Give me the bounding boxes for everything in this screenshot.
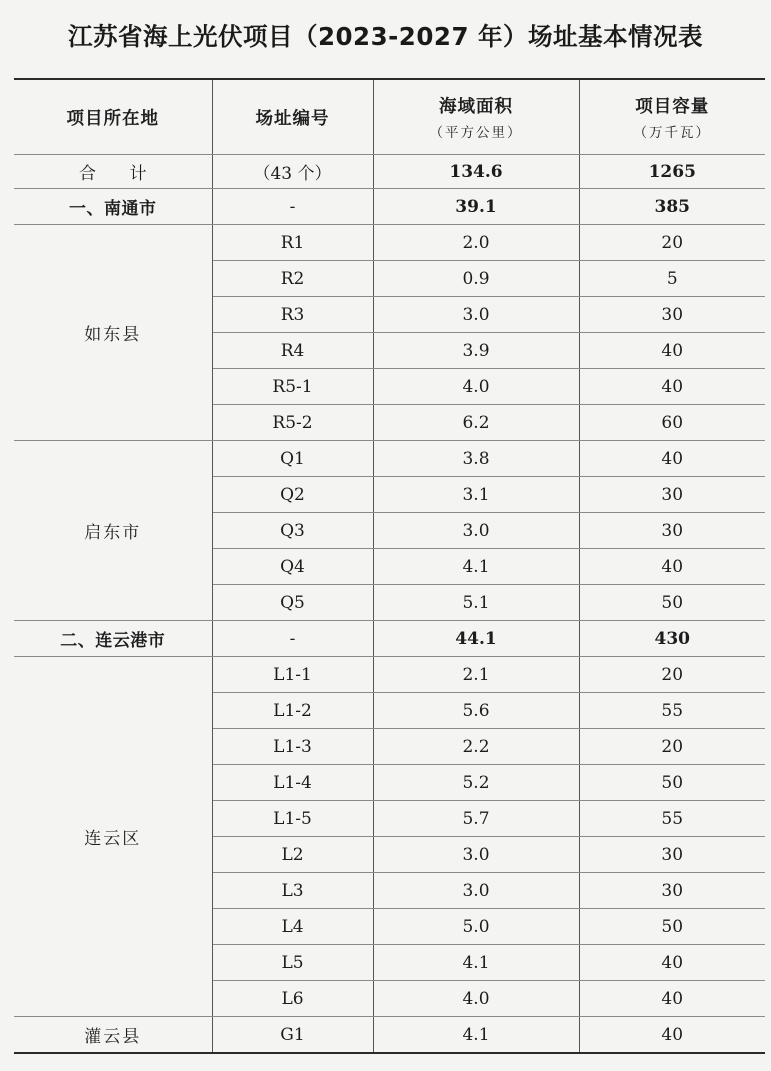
site-id: L1-1 xyxy=(212,657,373,693)
total-label: 合 计 xyxy=(14,155,212,189)
site-capacity: 30 xyxy=(579,873,765,909)
site-capacity: 50 xyxy=(579,909,765,945)
total-row xyxy=(14,155,765,189)
site-area: 4.0 xyxy=(373,981,579,1017)
city-name: 二、连云港市 xyxy=(14,621,212,657)
site-area: 3.0 xyxy=(373,837,579,873)
table-row xyxy=(14,657,765,693)
table-row xyxy=(14,441,765,477)
city-site: - xyxy=(212,621,373,657)
site-area: 3.0 xyxy=(373,513,579,549)
site-area: 5.6 xyxy=(373,693,579,729)
site-id: Q5 xyxy=(212,585,373,621)
city-area: 39.1 xyxy=(373,189,579,225)
total-capacity: 1265 xyxy=(579,155,765,189)
site-area: 4.0 xyxy=(373,369,579,405)
header-capacity: 项目容量 （万千瓦） xyxy=(579,79,765,155)
site-id: G1 xyxy=(212,1017,373,1054)
site-capacity: 40 xyxy=(579,549,765,585)
site-capacity: 20 xyxy=(579,225,765,261)
table-row xyxy=(14,225,765,261)
site-area: 3.8 xyxy=(373,441,579,477)
site-id: L1-3 xyxy=(212,729,373,765)
site-area: 5.2 xyxy=(373,765,579,801)
city-name: 一、南通市 xyxy=(14,189,212,225)
city-capacity: 430 xyxy=(579,621,765,657)
header-site-id: 场址编号 xyxy=(212,79,373,155)
table-row xyxy=(14,1017,765,1054)
site-id: L5 xyxy=(212,945,373,981)
site-area: 3.9 xyxy=(373,333,579,369)
site-id: R1 xyxy=(212,225,373,261)
site-capacity: 20 xyxy=(579,729,765,765)
site-id: Q4 xyxy=(212,549,373,585)
site-id: Q2 xyxy=(212,477,373,513)
site-area: 5.0 xyxy=(373,909,579,945)
site-area: 4.1 xyxy=(373,945,579,981)
site-capacity: 40 xyxy=(579,441,765,477)
county-name: 如东县 xyxy=(14,225,212,441)
city-row xyxy=(14,189,765,225)
site-area: 3.1 xyxy=(373,477,579,513)
site-id: R5-2 xyxy=(212,405,373,441)
site-capacity: 40 xyxy=(579,1017,765,1054)
site-id: R4 xyxy=(212,333,373,369)
site-capacity: 30 xyxy=(579,477,765,513)
city-site: - xyxy=(212,189,373,225)
site-area: 2.1 xyxy=(373,657,579,693)
county-name: 灌云县 xyxy=(14,1017,212,1054)
site-capacity: 40 xyxy=(579,981,765,1017)
site-area: 4.1 xyxy=(373,549,579,585)
site-capacity: 40 xyxy=(579,333,765,369)
county-name: 连云区 xyxy=(14,657,212,1017)
site-area: 0.9 xyxy=(373,261,579,297)
county-name: 启东市 xyxy=(14,441,212,621)
site-capacity: 50 xyxy=(579,585,765,621)
site-capacity: 60 xyxy=(579,405,765,441)
city-capacity: 385 xyxy=(579,189,765,225)
site-capacity: 50 xyxy=(579,765,765,801)
site-capacity: 30 xyxy=(579,297,765,333)
site-area: 3.0 xyxy=(373,297,579,333)
site-capacity: 55 xyxy=(579,693,765,729)
document-title: 江苏省海上光伏项目（2023-2027 年）场址基本情况表 xyxy=(67,22,704,51)
site-area: 4.1 xyxy=(373,1017,579,1054)
site-capacity: 40 xyxy=(579,369,765,405)
site-capacity: 5 xyxy=(579,261,765,297)
site-area: 3.0 xyxy=(373,873,579,909)
header-row xyxy=(14,79,765,155)
total-count: （43 个） xyxy=(212,155,373,189)
site-id: Q3 xyxy=(212,513,373,549)
site-id: L1-2 xyxy=(212,693,373,729)
site-capacity: 30 xyxy=(579,513,765,549)
site-capacity: 30 xyxy=(579,837,765,873)
site-table xyxy=(14,78,765,1054)
site-capacity: 55 xyxy=(579,801,765,837)
site-id: Q1 xyxy=(212,441,373,477)
site-id: L1-5 xyxy=(212,801,373,837)
site-id: R3 xyxy=(212,297,373,333)
site-id: R2 xyxy=(212,261,373,297)
total-area: 134.6 xyxy=(373,155,579,189)
site-id: L6 xyxy=(212,981,373,1017)
site-area: 6.2 xyxy=(373,405,579,441)
site-area: 5.1 xyxy=(373,585,579,621)
site-id: R5-1 xyxy=(212,369,373,405)
site-area: 5.7 xyxy=(373,801,579,837)
header-area: 海域面积 （平方公里） xyxy=(373,79,579,155)
site-id: L4 xyxy=(212,909,373,945)
site-capacity: 20 xyxy=(579,657,765,693)
city-row xyxy=(14,621,765,657)
site-id: L2 xyxy=(212,837,373,873)
site-id: L3 xyxy=(212,873,373,909)
site-area: 2.0 xyxy=(373,225,579,261)
site-id: L1-4 xyxy=(212,765,373,801)
site-area: 2.2 xyxy=(373,729,579,765)
site-capacity: 40 xyxy=(579,945,765,981)
city-area: 44.1 xyxy=(373,621,579,657)
header-location: 项目所在地 xyxy=(14,79,212,155)
